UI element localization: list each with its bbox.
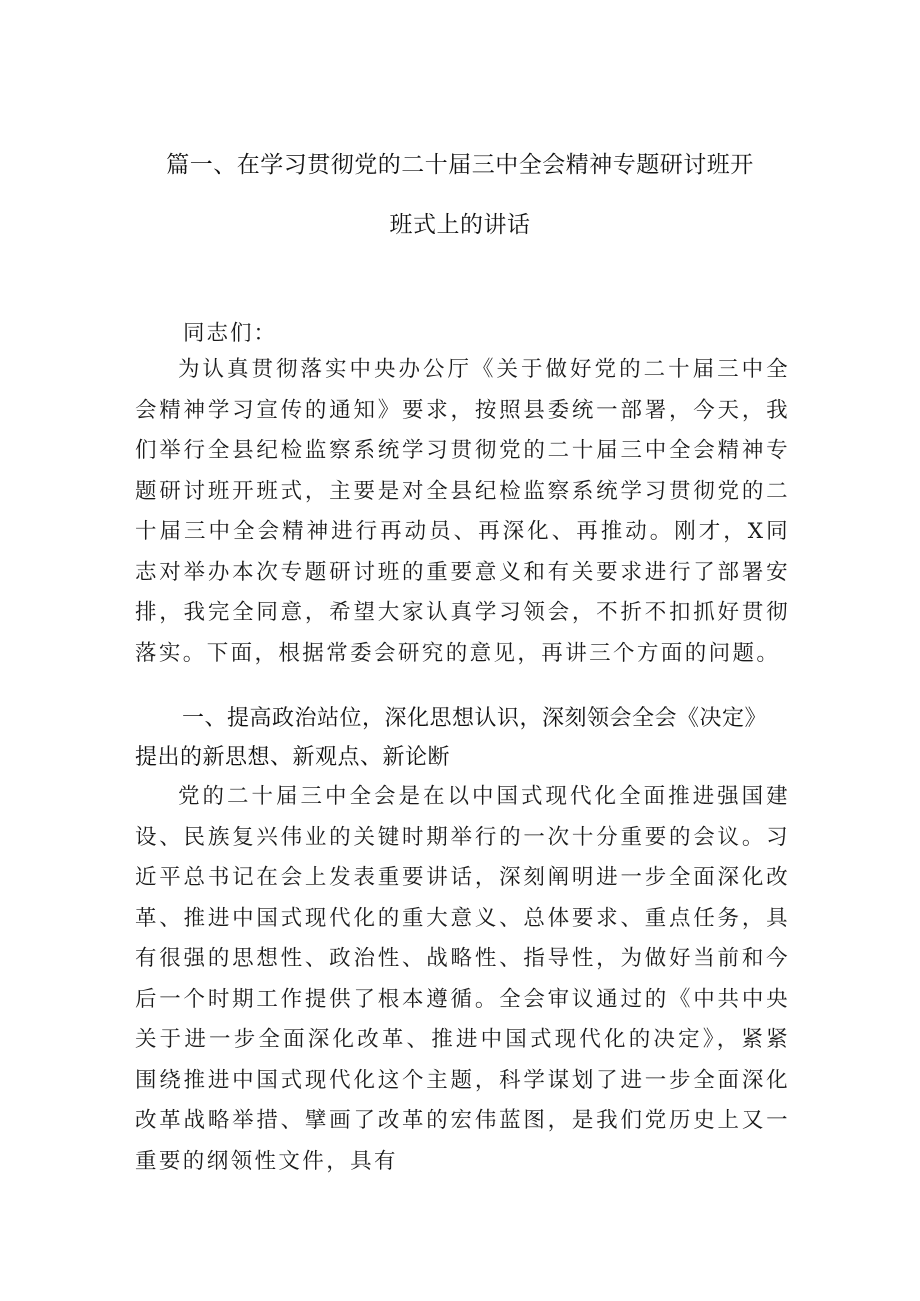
document-title-line-2: 班式上的讲话 xyxy=(389,212,531,238)
section-1-block xyxy=(135,777,790,1182)
intro-block xyxy=(135,350,790,674)
section-1-paragraph: 党的二十届三中全会是在以中国式现代化全面推进强国建设、民族复兴伟业的关键时期举行的一次十分重要的会议。习近平总书记在会上发表重要讲话，深刻阐明进一步全面深化改革、推进中国式现代化的重大意义、总体要求、重点任务，具有很强的思想性、政治性、战略性、指导性，为做好当前和今后一个时期工作提供了根本遵循。全会审议通过的《中共中央关于进一步全面深化改革、推进中国式现代化的决定》，紧紧围绕推进中国式现代化这个主题，科学谋划了进一步全面深化改革战略举措、擘画了改革的宏伟蓝图，是我们党历史上又一重要的纲领性文件，具有 xyxy=(135,784,790,1174)
section-1-heading xyxy=(135,699,790,777)
greeting: 同志们： xyxy=(183,321,278,346)
section-1-heading-line-1: 一、提高政治站位，深化思想认识，深刻领会全会《决定》 xyxy=(182,706,768,731)
section-1-heading-line-2: 提出的新思想、新观点、新论断 xyxy=(135,745,451,770)
intro-paragraph: 为认真贯彻落实中央办公厅《关于做好党的二十届三中全会精神学习宣传的通知》要求，按照县委统一部署，今天，我们举行全县纪检监察系统学习贯彻党的二十届三中全会精神专题研讨班开班式，主要是对全县纪检监察系统学习贯彻党的二十届三中全会精神进行再动员、再深化、再推动。刚才，X同志对举办本次专题研讨班的重要意义和有关要求进行了部署安排，我完全同意，希望大家认真学习领会，不折不扣抓好贯彻落实。下面，根据常委会研究的意见，再讲三个方面的问题。 xyxy=(135,357,790,666)
document-title-line-1: 篇一、在学习贯彻党的二十届三中全会精神专题研讨班开 xyxy=(166,152,754,178)
